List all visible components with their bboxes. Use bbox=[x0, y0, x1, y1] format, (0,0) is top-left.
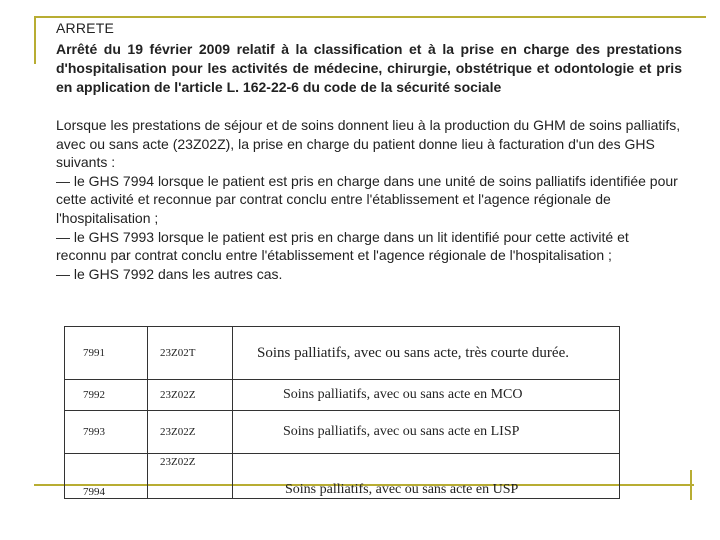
description-cell bbox=[233, 327, 620, 380]
table-row bbox=[65, 411, 620, 454]
decorative-top-rule bbox=[34, 16, 706, 18]
description-cell: Soins palliatifs, avec ou sans acte en USP bbox=[233, 454, 620, 499]
table-row bbox=[65, 327, 620, 380]
ghm-code-cell: 23Z02Z bbox=[148, 380, 233, 411]
ghs-code-cell: 7993 bbox=[65, 411, 148, 454]
table-row bbox=[65, 454, 620, 499]
ghm-code-cell: 23Z02Z bbox=[148, 454, 233, 499]
document-title: Arrêté du 19 février 2009 relatif à la classification et à la prise en charge des prestations d'hospitalisation pour les activités de médecine, chirurgie, obstétrique et odontologie et pris en application de l'article L. 162-22-6 du code de la sécurité sociale bbox=[56, 41, 682, 95]
decorative-left-rule bbox=[34, 16, 36, 64]
intro-paragraph: Lorsque les prestations de séjour et de soins donnent lieu à la production du GHM de soins palliatifs, avec ou sans acte (23Z02Z), la prise en charge du patient donne lieu à facturation d'un des GHS suivants : bbox=[56, 117, 681, 171]
description-text: Soins palliatifs, avec ou sans acte, très courte durée. bbox=[257, 344, 569, 361]
list-item: — le GHS 7993 lorsque le patient est pris en charge dans un lit identifié pour cette activité et reconnu par contrat conclu entre l'établissement et l'agence régionale de l'hospitalisation ; bbox=[56, 228, 629, 264]
document-body bbox=[56, 116, 682, 283]
decorative-right-rule bbox=[690, 470, 692, 500]
ghs-table bbox=[64, 326, 620, 499]
ghs-code-cell: 7992 bbox=[65, 380, 148, 411]
header-label: ARRETE bbox=[56, 20, 114, 36]
description-cell: Soins palliatifs, avec ou sans acte en MCO bbox=[233, 380, 620, 411]
description-cell: Soins palliatifs, avec ou sans acte en LISP bbox=[233, 411, 620, 454]
ghs-code-cell: 7991 bbox=[65, 327, 148, 380]
ghm-code-cell: 23Z02Z bbox=[148, 411, 233, 454]
ghs-code-cell: 7994 bbox=[65, 454, 148, 499]
table-row bbox=[65, 380, 620, 411]
list-item: — le GHS 7992 dans les autres cas. bbox=[56, 265, 283, 282]
ghm-code-cell: 23Z02T bbox=[148, 327, 233, 380]
list-item: — le GHS 7994 lorsque le patient est pris en charge dans une unité de soins palliatifs identifiée pour cette activité et reconnue par contrat conclu entre l'établissement et l'agence régionale de l'hospitalisation ; bbox=[56, 172, 678, 226]
